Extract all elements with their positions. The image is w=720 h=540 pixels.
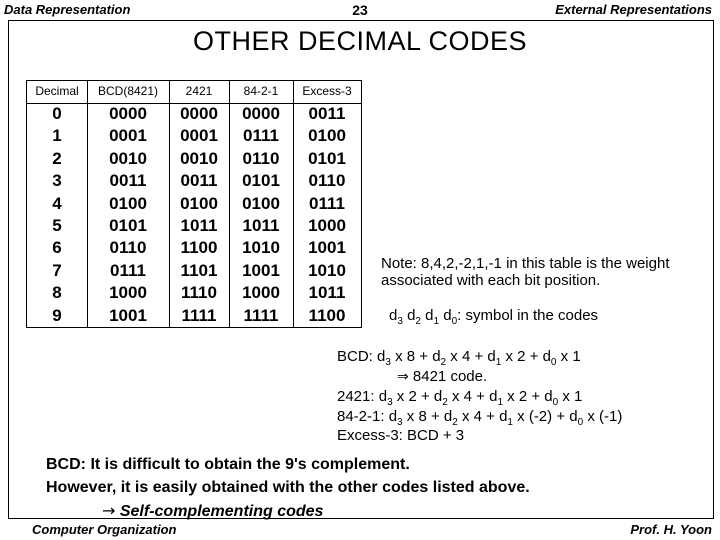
table-cell: 0111 xyxy=(309,193,345,213)
complement-note-line: BCD: It is difficult to obtain the 9's complement. xyxy=(46,456,410,473)
weight-note-line: Note: 8,4,2,-2,1,-1 in this table is the weight xyxy=(381,255,670,272)
footer-right: Prof. H. Yoon xyxy=(630,522,712,537)
table-cell: 0101 xyxy=(308,148,346,168)
right-arrow-icon: → xyxy=(102,501,116,520)
table-cell: 0100 xyxy=(308,126,346,146)
table-cell: 0010 xyxy=(180,148,218,168)
column-bcd xyxy=(87,103,169,327)
table-cell: 0000 xyxy=(242,104,280,123)
table-cell: 1011 xyxy=(308,283,346,303)
complement-note xyxy=(46,453,530,523)
table-cell: 0101 xyxy=(242,171,280,191)
column-header-bcd: BCD(8421) xyxy=(97,84,159,98)
table-cell: 0 xyxy=(52,104,62,123)
table-cell: 9 xyxy=(52,305,62,325)
symbol-note-text: : symbol in the codes xyxy=(457,307,599,324)
table-cell: 4 xyxy=(52,193,62,213)
table-cell: 5 xyxy=(52,216,62,236)
table-cell: 1000 xyxy=(242,283,280,303)
column-84-2-1 xyxy=(229,103,293,327)
table-cell: 1001 xyxy=(109,305,147,325)
table-cell: 0110 xyxy=(242,148,280,168)
table-cell: 1011 xyxy=(242,216,280,236)
symbol-note: $d_3$ $d_2$ $d_1$ $d_0$: symbol in the codes xyxy=(389,307,599,327)
formula-block xyxy=(337,347,622,446)
table-cell: 0011 xyxy=(180,171,218,191)
table-cell: 0000 xyxy=(180,104,218,123)
table-cell: 6 xyxy=(52,238,62,258)
table-cell: 1100 xyxy=(180,238,218,258)
table-cell: 0100 xyxy=(109,193,147,213)
header-right: External Representations xyxy=(555,2,712,17)
footer-left: Computer Organization xyxy=(32,522,177,537)
bcd-formula-result: ⇒ 8421 code. xyxy=(397,367,488,385)
table-cell: 1100 xyxy=(308,305,346,325)
column-header-excess-3: Excess-3 xyxy=(302,84,352,98)
weight-note xyxy=(381,255,670,289)
table-cell: 2 xyxy=(52,148,62,168)
table-cell: 0011 xyxy=(308,104,346,123)
weight-note-line: associated with each bit position. xyxy=(381,272,601,289)
table-cell: 0000 xyxy=(109,104,147,123)
bcd-formula: BCD: $d_3$ x $8 + d_2$ x $4 + d_1$ x $2 + d_0$ x 1 xyxy=(337,348,581,368)
table-cell: 1111 xyxy=(243,305,279,325)
table-cell: 0011 xyxy=(109,171,147,191)
column-excess-3 xyxy=(293,103,361,327)
formula-84-2-1: 84-2-1: $d_3$ x $8 + d_2$ x $4 + d_1$ x $(-2) + d_0$ x (-1) xyxy=(337,407,623,428)
table-cell: 0111 xyxy=(243,126,279,146)
page-number: 23 xyxy=(352,2,368,18)
header-left: Data Representation xyxy=(4,2,131,17)
column-2421 xyxy=(169,103,229,327)
table-cell: 0111 xyxy=(110,260,146,280)
table-cell: 1011 xyxy=(180,216,218,236)
formula-2421: 2421: $d_3$ x $2 + d_2$ x $4 + d_1$ x $2 + d_0$ x 1 xyxy=(337,388,583,408)
table-cell: 0100 xyxy=(242,193,280,213)
table-cell: 1010 xyxy=(242,238,280,258)
column-decimal xyxy=(27,103,87,327)
table-cell: 3 xyxy=(52,171,62,191)
table-cell: 1111 xyxy=(181,305,217,325)
table-cell: 1 xyxy=(52,126,62,146)
table-cell: 0101 xyxy=(109,216,147,236)
codes-table xyxy=(26,80,362,328)
table-cell: 1110 xyxy=(181,283,217,303)
table-cell: 1001 xyxy=(308,238,346,258)
column-header-decimal: Decimal xyxy=(35,84,79,98)
table-cell: 1010 xyxy=(308,260,346,280)
table-cell: 1101 xyxy=(180,260,218,280)
table-cell: 0010 xyxy=(109,148,147,168)
table-cell: 0001 xyxy=(180,126,218,146)
table-cell: 0100 xyxy=(180,193,218,213)
complement-note-line: However, it is easily obtained with the other codes listed above. xyxy=(46,479,530,496)
implies-arrow-icon: ⇒ xyxy=(397,368,409,385)
table-cell: 0110 xyxy=(109,238,147,258)
table-cell: 8 xyxy=(52,283,62,303)
table-cell: 0001 xyxy=(109,126,147,146)
formula-excess-3: Excess-3: BCD + 3 xyxy=(337,427,465,444)
table-cell: 1000 xyxy=(109,283,147,303)
column-header-2421: 2421 xyxy=(185,84,213,98)
slide-title: OTHER DECIMAL CODES xyxy=(192,26,528,56)
table-cell: 1000 xyxy=(308,216,346,236)
table-cell: 7 xyxy=(52,260,62,280)
complement-note-line: → Self-complementing codes xyxy=(102,501,324,520)
table-cell: 1001 xyxy=(242,260,280,280)
column-header-84-2-1: 84-2-1 xyxy=(243,84,279,98)
table-cell: 0110 xyxy=(308,171,346,191)
